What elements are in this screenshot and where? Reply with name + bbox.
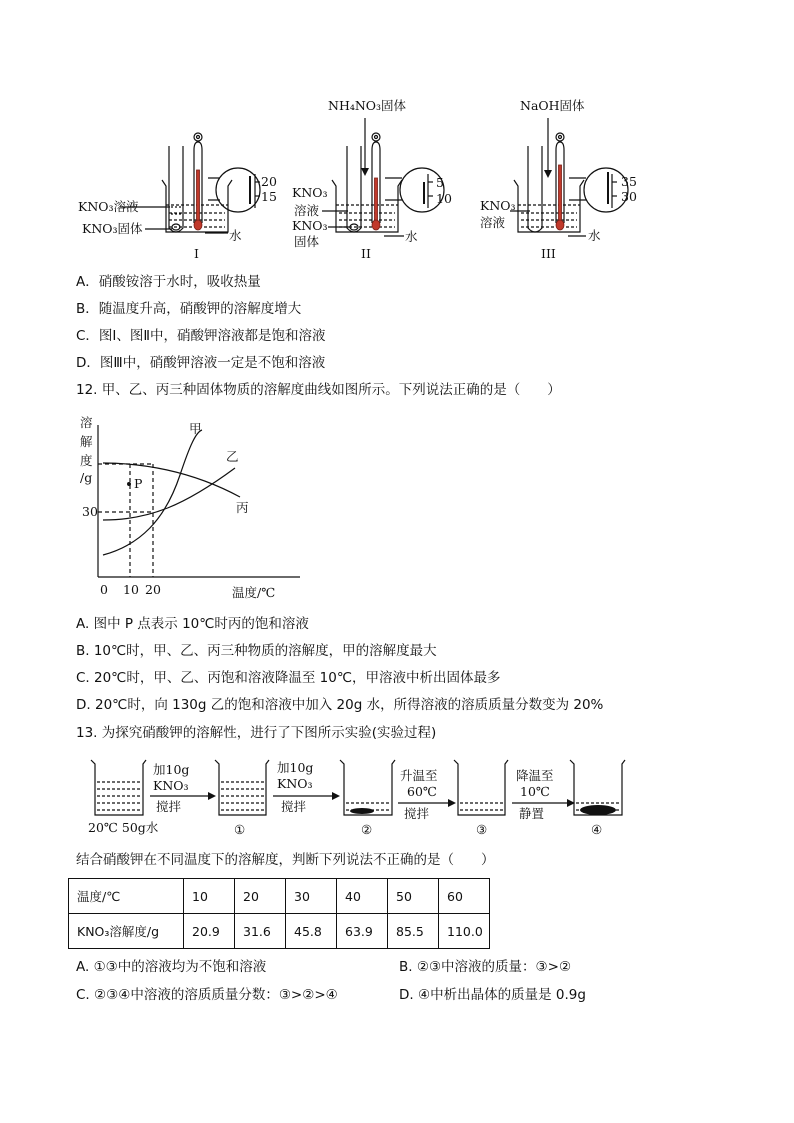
label-kno3-iii: KNO₃ <box>480 198 516 213</box>
table-cell: 温度/℃ <box>69 879 184 914</box>
beaker-number-4: ④ <box>591 822 603 837</box>
q13-stem-2: 结合硝酸钾在不同温度下的溶解度，判断下列说法不正确的是（ ） <box>76 852 495 868</box>
beaker-number-2: ② <box>361 822 373 837</box>
table-cell: 20 <box>235 879 286 914</box>
table-cell: 45.8 <box>286 914 337 949</box>
label-naoh-solid: NaOH固体 <box>520 98 585 113</box>
step1-reagent: KNO₃ <box>153 778 189 793</box>
q12-option-d: D. 20℃时，向 130g 乙的饱和溶液中加入 20g 水，所得溶液的溶质质量分数变为 20% <box>76 697 604 713</box>
table-cell: 85.5 <box>388 914 439 949</box>
chart-ytick-30: 30 <box>82 504 98 519</box>
start-condition: 20℃ 50g水 <box>88 820 159 835</box>
q13-option-a: A. ①③中的溶液均为不饱和溶液 <box>76 959 267 975</box>
step4-cool: 降温至 <box>516 768 554 783</box>
label-kno3-solution-i: KNO₃溶液 <box>78 199 139 214</box>
step4-temp: 10℃ <box>520 784 550 799</box>
step3-temp: 60℃ <box>407 784 437 799</box>
chart-ylabel-2: 解 <box>80 434 93 449</box>
table-row <box>69 879 490 914</box>
chart-ylabel-3: 度 <box>80 453 93 468</box>
q13-option-c: C. ②③④中溶液的溶质质量分数：③>②>④ <box>76 987 338 1003</box>
thermo-reading-i-upper: 20 <box>261 174 277 189</box>
curve-bing <box>103 463 240 497</box>
table-cell: 50 <box>388 879 439 914</box>
step4-stand: 静置 <box>519 806 545 821</box>
label-solution-ii: 溶液 <box>294 203 320 218</box>
thermo-reading-ii-lower: 10 <box>436 191 452 206</box>
table-cell: 63.9 <box>337 914 388 949</box>
table-row <box>69 914 490 949</box>
label-nh4no3-solid: NH₄NO₃固体 <box>328 98 407 113</box>
table-cell: 60 <box>439 879 490 914</box>
beaker-number-1: ① <box>234 822 246 837</box>
label-water-i: 水 <box>229 228 242 243</box>
q11-option-a: A．硝酸铵溶于水时，吸收热量 <box>76 274 261 290</box>
label-kno3-ii: KNO₃ <box>292 185 328 200</box>
table-cell: 40 <box>337 879 388 914</box>
chart-ylabel-4: /g <box>80 470 93 485</box>
thermo-reading-iii-upper: 35 <box>621 174 637 189</box>
step3-stir: 搅拌 <box>404 806 430 821</box>
point-p-label: P <box>134 476 143 491</box>
thermo-reading-ii-upper: 5 <box>436 175 444 190</box>
q12-option-c: C. 20℃时，甲、乙、丙饱和溶液降温至 10℃，甲溶液中析出固体最多 <box>76 670 501 686</box>
q13-stem: 13. 为探究硝酸钾的溶解性，进行了下图所示实验(实验过程) <box>76 725 437 741</box>
chart-xtick-20: 20 <box>145 582 161 597</box>
table-cell: 10 <box>184 879 235 914</box>
thermo-reading-i-lower: 15 <box>261 189 277 204</box>
table-cell: 30 <box>286 879 337 914</box>
q12-stem: 12. 甲、乙、丙三种固体物质的溶解度曲线如图所示。下列说法正确的是（ ） <box>76 382 561 398</box>
q11-option-d: D．图Ⅲ中，硝酸钾溶液一定是不饱和溶液 <box>76 355 326 371</box>
step1-add: 加10g <box>153 762 190 777</box>
chart-xlabel: 温度/℃ <box>232 585 276 600</box>
chart-xtick-10: 10 <box>123 582 139 597</box>
curve-label-yi: 乙 <box>226 449 239 464</box>
figure-label-i: I <box>194 246 199 261</box>
step3-heat: 升温至 <box>400 768 438 783</box>
step1-stir: 搅拌 <box>156 799 182 814</box>
label-kno3-ii-b: KNO₃ <box>292 218 328 233</box>
q13-option-b: B. ②③中溶液的质量：③>② <box>399 959 572 975</box>
label-solid-ii: 固体 <box>294 234 320 249</box>
chart-ylabel-1: 溶 <box>80 415 93 430</box>
thermo-reading-iii-lower: 30 <box>621 189 637 204</box>
q12-option-b: B. 10℃时，甲、乙、丙三种物质的溶解度，甲的溶解度最大 <box>76 643 437 659</box>
beaker-number-3: ③ <box>476 822 488 837</box>
point-p <box>127 482 131 486</box>
q12-option-a: A. 图中 P 点表示 10℃时丙的饱和溶液 <box>76 616 309 632</box>
chart-xtick-0: 0 <box>100 582 108 597</box>
step2-stir: 搅拌 <box>281 799 307 814</box>
label-kno3-solid-i: KNO₃固体 <box>82 221 143 236</box>
figure-label-ii: II <box>361 246 371 261</box>
curve-label-bing: 丙 <box>236 500 249 515</box>
q13-option-d: D. ④中析出晶体的质量是 0.9g <box>399 987 586 1003</box>
label-water-ii: 水 <box>405 229 418 244</box>
table-cell: KNO₃溶解度/g <box>69 914 184 949</box>
curve-label-jia: 甲 <box>189 421 202 436</box>
table-cell: 31.6 <box>235 914 286 949</box>
q11-option-c: C．图Ⅰ、图Ⅱ中，硝酸钾溶液都是饱和溶液 <box>76 328 326 344</box>
q11-option-b: B．随温度升高，硝酸钾的溶解度增大 <box>76 301 302 317</box>
table-cell: 20.9 <box>184 914 235 949</box>
step2-add: 加10g <box>277 760 314 775</box>
table-cell: 110.0 <box>439 914 490 949</box>
label-water-iii: 水 <box>588 228 601 243</box>
step2-reagent: KNO₃ <box>277 776 313 791</box>
solubility-table <box>68 878 490 949</box>
figure-label-iii: III <box>541 246 556 261</box>
label-solution-iii: 溶液 <box>480 215 506 230</box>
